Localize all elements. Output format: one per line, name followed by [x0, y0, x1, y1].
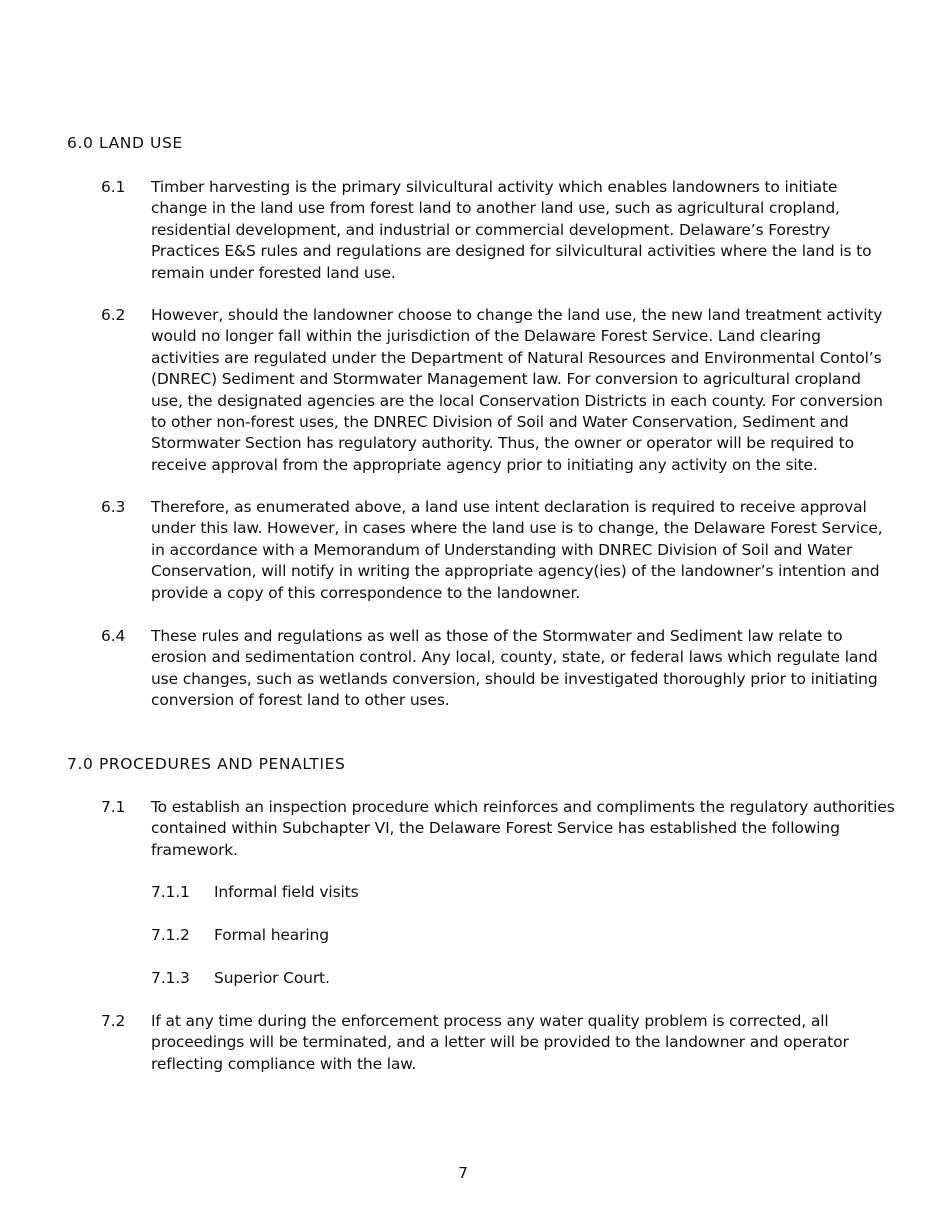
text-line: However, should the landowner choose to change the land use, the new land treatment activity	[151, 306, 883, 324]
paragraph-7-2	[101, 1011, 891, 1075]
text-line: Timber harvesting is the primary silvicultural activity which enables landowners to initiate	[151, 178, 838, 196]
text-line: receive approval from the appropriate agency prior to initiating any activity on the site.	[151, 455, 818, 474]
text-line: (DNREC) Sediment and Stormwater Management law. For conversion to agricultural cropland	[151, 370, 861, 389]
text-line: Practices E&S rules and regulations are designed for silvicultural activities where the land is to	[151, 242, 872, 261]
subitem-number: 7.1.1	[151, 883, 190, 901]
paragraph-text	[151, 497, 891, 604]
subitem-number: 7.1.2	[151, 926, 190, 944]
text-line: contained within Subchapter VI, the Delaware Forest Service has established the following	[151, 819, 840, 838]
text-line: activities are regulated under the Department of Natural Resources and Environmental Contol’s	[151, 348, 882, 367]
paragraph-number: 7.1	[101, 798, 126, 816]
paragraph-6-3	[101, 497, 891, 604]
section-heading-procedures: 7.0 PROCEDURES AND PENALTIES	[67, 755, 346, 773]
paragraph-text	[151, 626, 891, 712]
paragraph-number: 6.4	[101, 627, 126, 645]
paragraph-number: 6.1	[101, 178, 126, 196]
paragraph-7-1	[101, 797, 895, 861]
text-line: reflecting compliance with the law.	[151, 1054, 417, 1073]
subitem-text: Superior Court.	[214, 969, 330, 987]
paragraph-number: 6.2	[101, 306, 126, 324]
paragraph-number: 7.2	[101, 1012, 126, 1030]
subitem-text: Formal hearing	[214, 926, 329, 944]
subitem-text: Informal field visits	[214, 883, 359, 901]
paragraph-6-1	[101, 177, 891, 284]
subitem-7-1-1	[151, 882, 359, 903]
text-line: to other non-forest uses, the DNREC Division of Soil and Water Conservation, Sediment and	[151, 413, 849, 432]
text-line: Conservation, will notify in writing the appropriate agency(ies) of the landowner’s intention and	[151, 562, 880, 581]
text-line: erosion and sedimentation control. Any local, county, state, or federal laws which regulate land	[151, 648, 878, 667]
text-line: To establish an inspection procedure which reinforces and compliments the regulatory authorities	[151, 798, 895, 816]
text-line: provide a copy of this correspondence to the landowner.	[151, 583, 581, 602]
paragraph-text	[151, 797, 895, 861]
paragraph-text	[151, 305, 891, 476]
paragraph-number: 6.3	[101, 498, 126, 516]
text-line: would no longer fall within the jurisdiction of the Delaware Forest Service. Land clearing	[151, 327, 821, 346]
text-line: remain under forested land use.	[151, 263, 396, 282]
text-line: under this law. However, in cases where the land use is to change, the Delaware Forest Service,	[151, 519, 883, 538]
paragraph-text	[151, 177, 891, 284]
text-line: change in the land use from forest land to another land use, such as agricultural cropland,	[151, 199, 840, 218]
subitem-7-1-3	[151, 968, 330, 989]
text-line: If at any time during the enforcement process any water quality problem is corrected, all	[151, 1012, 829, 1030]
text-line: proceedings will be terminated, and a letter will be provided to the landowner and operator	[151, 1033, 849, 1052]
text-line: in accordance with a Memorandum of Understanding with DNREC Division of Soil and Water	[151, 540, 853, 559]
text-line: residential development, and industrial or commercial development. Delaware’s Forestry	[151, 220, 831, 239]
page-number: 7	[458, 1164, 468, 1182]
subitem-number: 7.1.3	[151, 969, 190, 987]
text-line: use changes, such as wetlands conversion, should be investigated thoroughly prior to initiating	[151, 669, 878, 688]
paragraph-6-2	[101, 305, 891, 476]
text-line: conversion of forest land to other uses.	[151, 691, 450, 710]
text-line: Therefore, as enumerated above, a land use intent declaration is required to receive approval	[151, 498, 867, 516]
text-line: Stormwater Section has regulatory authority. Thus, the owner or operator will be required to	[151, 434, 854, 453]
text-line: These rules and regulations as well as those of the Stormwater and Sediment law relate to	[151, 627, 843, 645]
section-heading-land-use: 6.0 LAND USE	[67, 134, 183, 152]
paragraph-6-4	[101, 626, 891, 712]
text-line: use, the designated agencies are the local Conservation Districts in each county. For conversion	[151, 391, 883, 410]
paragraph-text	[151, 1011, 891, 1075]
text-line: framework.	[151, 840, 238, 859]
subitem-7-1-2	[151, 925, 329, 946]
